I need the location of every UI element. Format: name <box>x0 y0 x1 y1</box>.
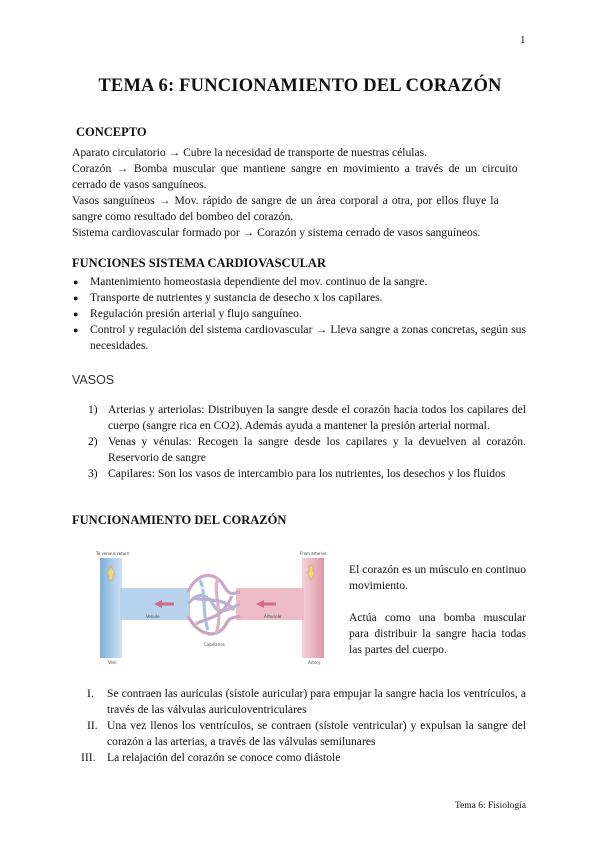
label-venule: Venule <box>146 614 160 619</box>
side-paragraph: El corazón es un músculo en continuo movimiento. <box>349 563 526 592</box>
bullet-icon: ● <box>73 309 79 319</box>
concepto-line: Sistema cardiovascular formado por → Corazón y sistema cerrado de vasos sanguíneos. <box>72 226 481 239</box>
bullet-icon: ● <box>73 277 79 287</box>
vasos-heading: VASOS <box>72 373 115 387</box>
footer: Tema 6: Fisiología <box>454 801 526 811</box>
list-item: II. Una vez llenos los ventrículos, se contraen (sístole ventricular) y expulsan la sangre del corazón a las arterias, a través de las válvulas semilunares <box>87 719 526 748</box>
list-item: III. La relajación del corazón se conoce como diástole <box>81 751 341 764</box>
page-title: TEMA 6: FUNCIONAMIENTO DEL CORAZÓN <box>98 76 502 96</box>
list-item: ● Control y regulación del sistema cardiovascular → Lleva sangre a zonas concretas, según sus necesidades. <box>73 323 526 352</box>
bullet-icon: ● <box>73 293 79 303</box>
list-item: I. Se contraen las aurículas (sístole auricular) para empujar la sangre hacia los ventrículos, a través de las válvulas auriculoventriculares <box>87 687 526 716</box>
list-item: 3) Capilares: Son los vasos de intercambio para los nutrientes, los desechos y los fluidos <box>88 467 506 480</box>
list-item: ● Mantenimiento homeostasia dependiente del mov. continuo de la sangre. <box>73 275 428 288</box>
list-item: 1) Arterias y arteriolas: Distribuyen la sangre desde el corazón hacia todos los capilares del cuerpo (sangre rica en CO2). Además ayuda a mantener la presión arterial normal. <box>88 403 526 432</box>
concepto-line: Aparato circulatorio → Cubre la necesidad de transporte de nuestras células. <box>72 146 428 159</box>
list-item: 2) Venas y vénulas: Recogen la sangre desde los capilares y la devuelven al corazón. Reservorio de sangre <box>88 435 526 464</box>
concepto-line: sangre como resultado del bombeo del corazón. <box>72 210 294 223</box>
funciones-heading: FUNCIONES SISTEMA CARDIOVASCULAR <box>72 256 326 270</box>
label-arteriole: Arteriole <box>264 614 282 619</box>
concepto-line: Corazón → Bomba muscular que mantiene sangre en movimiento a través de un circuito <box>72 162 518 175</box>
circulation-diagram <box>94 550 330 666</box>
bullet-icon: ● <box>73 325 79 335</box>
capillary-network <box>188 575 240 634</box>
side-paragraph: Actúa como una bomba muscular para distribuir la sangre hacia todas las partes del cuerpo. <box>349 611 526 656</box>
label-capillaries: Capillaries <box>204 642 225 647</box>
funcionamiento-heading: FUNCIONAMIENTO DEL CORAZÓN <box>72 513 287 527</box>
list-item: ● Regulación presión arterial y flujo sanguíneo. <box>73 307 302 320</box>
label-venous-return: To venous return <box>96 551 130 556</box>
label-artery: Artery <box>308 660 321 665</box>
concepto-heading: CONCEPTO <box>76 125 147 139</box>
label-from-arteries: From arteries <box>300 551 327 556</box>
concepto-line: Vasos sanguíneos → Mov. rápido de sangre de un área corporal a otra, por ellos fluye la <box>72 194 499 207</box>
page-number: 1 <box>520 34 526 46</box>
cell-marks <box>196 587 226 631</box>
concepto-line: cerrado de vasos sanguíneos. <box>72 178 207 191</box>
label-vein: Vein <box>108 660 117 665</box>
list-item: ● Transporte de nutrientes y sustancia de desecho x los capilares. <box>73 291 383 304</box>
